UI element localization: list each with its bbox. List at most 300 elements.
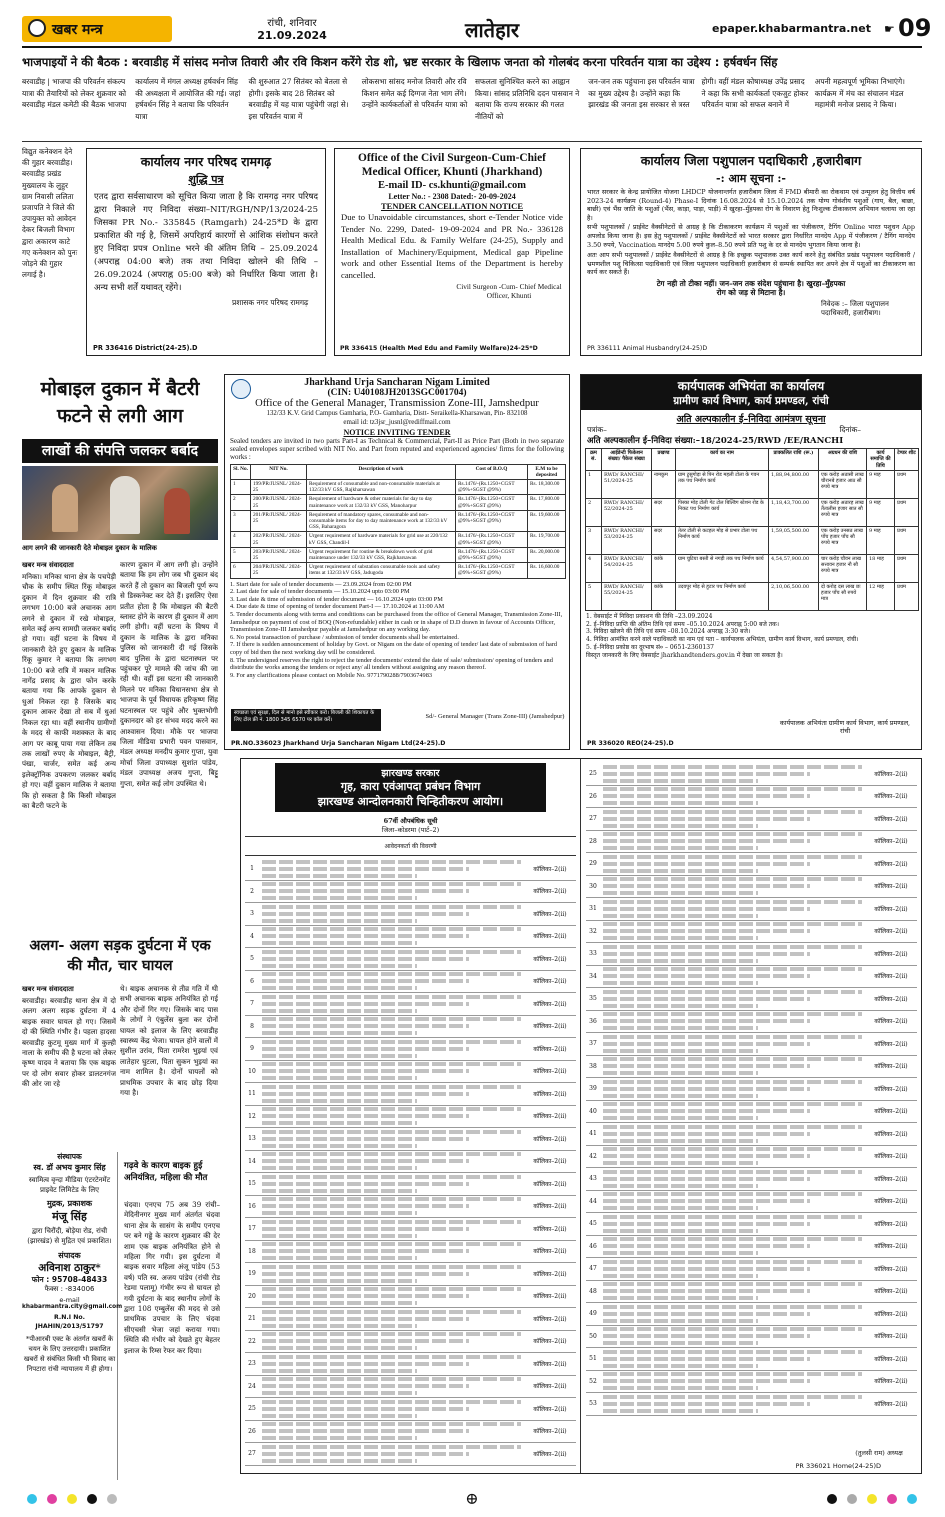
table-cell: 199/PR/JUSNL/ 2024-25 bbox=[251, 480, 307, 495]
rwd-note-line: 3. निविदा खोलने की तिथि एवं समय –08.10.2024 अपराह्न 3:30 बजे। bbox=[586, 628, 751, 636]
list-item-remark: कॉलिका–2(ii) bbox=[874, 1063, 908, 1071]
hazaribag-body-2: सभी पशुपालकों / प्राईवेट वैक्सीनेटरों से आग्रह है कि टीकाकरण कार्यक्रम में पशुओं का पंजीकरण, टैगिंग Online भारत पशुधन App अपलोड किया जाना है। इस हेतु पशुपालकों / प्राईवेट वैक्सीनेटरों को भारत सरकार द्वारा निर्धारित मानदेय App में पंजीकरण / टैगिंग मानदेय 3.50 रुपये, Vaccination मानदेय 5.00 रुपये कुल–8.50 रुपये प्रति पशु के दर से मानदेय भुगतान किया जाना है। bbox=[587, 223, 915, 249]
lead-story-columns bbox=[22, 76, 922, 138]
reg-dot-magenta-2 bbox=[887, 1494, 897, 1504]
list-item-details bbox=[259, 1059, 524, 1083]
table-cell: चार करोड़ चौवन लाख सत्तावन हजार नौ सौ रुपये मात्र bbox=[819, 554, 867, 582]
hazaribag-sign: निवेदक :– जिला पशुपालन पदाधिकारी, हजारीबाग। bbox=[821, 299, 889, 317]
table-cell: 9 माह bbox=[867, 470, 895, 498]
list-item-remark: कॉलिका–2(ii) bbox=[533, 1270, 567, 1278]
hazaribag-pr: PR 336111 Animal Husbandry(24-25)D bbox=[587, 345, 708, 352]
jusnl-cin: (CIN: U40108JH2013SGC001704) bbox=[327, 388, 467, 398]
table-cell: 18 माह bbox=[867, 554, 895, 582]
list-item-number: 32 bbox=[589, 927, 597, 935]
list-item bbox=[586, 1168, 917, 1191]
list-item-remark: कॉलिका–2(ii) bbox=[874, 928, 908, 936]
list-item-details bbox=[600, 1302, 865, 1326]
ramgarh-sign: प्रशासक नगर परिषद रामगढ़ bbox=[232, 298, 309, 307]
list-item-details bbox=[600, 807, 865, 831]
jusnl-date-line: 6. No postal transaction of purchase / submission of tender documents shall be entertained. bbox=[230, 633, 459, 641]
list-item bbox=[586, 786, 917, 809]
jusnl-slogan: स्वच्छता एवं सुरक्षा, दिल से मानो इसे स्वीकार करो। बिजली की शिकायत के लिए टोल फ्री नं. 1800 345 6570 पर कॉल करें। bbox=[234, 710, 375, 723]
table-row bbox=[586, 582, 919, 610]
list-item bbox=[586, 1033, 917, 1056]
list-item-remark: कॉलिका–2(ii) bbox=[874, 1310, 908, 1318]
table-row bbox=[231, 510, 566, 532]
list-item bbox=[586, 1393, 917, 1416]
list-item-number: 50 bbox=[589, 1332, 597, 1340]
list-item-details bbox=[259, 1419, 524, 1443]
list-item-number: 18 bbox=[248, 1247, 256, 1255]
list-item bbox=[245, 858, 576, 881]
list-item-details bbox=[600, 1167, 865, 1191]
list-item-remark: कॉलिका–2(ii) bbox=[533, 910, 567, 918]
list-item-number: 34 bbox=[589, 972, 597, 980]
list-item-details bbox=[259, 879, 524, 903]
list-item-number: 46 bbox=[589, 1242, 597, 1250]
list-item-details bbox=[259, 1194, 524, 1218]
list-item bbox=[245, 903, 576, 926]
table-cell: प्रथम bbox=[895, 470, 919, 498]
jail-sign: (तुलसी राम) अध्यक्ष bbox=[855, 1449, 903, 1457]
list-item-details bbox=[600, 784, 865, 808]
list-item-number: 26 bbox=[589, 792, 597, 800]
jusnl-date-line: 1. Start date for sale of tender documents — 23.09.2024 from 02:00 PM bbox=[230, 580, 412, 588]
list-item-remark: कॉलिका–2(ii) bbox=[874, 793, 908, 801]
list-item-number: 25 bbox=[248, 1405, 256, 1413]
table-cell: 204/PR/JUSNL/ 2024-25 bbox=[251, 563, 307, 578]
rwd-th-2: प्रखण्ड bbox=[652, 449, 676, 471]
list-item-number: 29 bbox=[589, 860, 597, 868]
masthead-bar bbox=[22, 14, 932, 48]
list-item-details bbox=[259, 1014, 524, 1038]
rwd-header-band bbox=[581, 375, 921, 410]
table-cell: 201/PR/JUSNL/ 2024-25 bbox=[251, 510, 307, 532]
list-item-number: 25 bbox=[589, 770, 597, 778]
list-item-number: 33 bbox=[589, 950, 597, 958]
list-item-remark: कॉलिका–2(ii) bbox=[533, 1450, 567, 1458]
brand-logo bbox=[22, 16, 172, 42]
list-item-remark: कॉलिका–2(ii) bbox=[874, 995, 908, 1003]
header-city-day: रांची, शनिवार bbox=[267, 18, 317, 29]
road-headline: अलग- अलग सड़क दुर्घटना में एक की मौत, चार घायल bbox=[29, 937, 211, 974]
imprint-email[interactable]: khabarmantra.city@gmail.com bbox=[22, 1304, 123, 1310]
khunti-pr: PR 336415 (Health Med Edu and Family Welfare)24-25*D bbox=[340, 345, 538, 352]
list-item-details bbox=[259, 1307, 524, 1331]
table-row bbox=[231, 532, 566, 547]
rwd-table bbox=[585, 448, 919, 611]
lead-col-1: बरवाडीह | भाजपा की परिवर्तन संकल्प यात्रा की तैयारियों को लेकर शुक्रवार को बरवाडीह मंडल कमेटी की बैठक भाजपा bbox=[22, 77, 127, 109]
list-item-remark: कॉलिका–2(ii) bbox=[874, 1400, 908, 1408]
list-item-details bbox=[259, 902, 524, 926]
hand-cursor-icon: ☛ bbox=[884, 22, 895, 36]
list-item-details bbox=[259, 924, 524, 948]
table-cell: RWD/ RANCHI/ 53/2024-25 bbox=[602, 526, 652, 554]
table-cell: तेतर टोली से कटहल मोड़ से प्रभार टोला पथ निर्माण कार्य bbox=[676, 526, 769, 554]
list-item-number: 2 bbox=[250, 887, 254, 895]
list-item-remark: कॉलिका–2(ii) bbox=[874, 883, 908, 891]
list-item bbox=[586, 1281, 917, 1304]
jusnl-date-line: 9. For any clarifications please contact on Mobile No. 9771790288/7903674983 bbox=[230, 671, 432, 679]
epaper-url[interactable]: epaper.khabarmantra.net bbox=[712, 22, 871, 35]
list-item-details bbox=[259, 857, 524, 881]
ad-khunti bbox=[334, 148, 570, 356]
list-item-remark: कॉलिका–2(ii) bbox=[874, 770, 908, 778]
hazaribag-body: भारत सरकार के केन्द्र प्रायोजित योजना LHDCP योजनान्तर्गत हजारीबाग जिला में FMD बीमारी का रोकथाम एवं उन्मूलन हेतु वित्तीय वर्ष 2023-24 कार्यक्रम (Round-4) Phase-I दिनांक 16.08.2024 से 15.10.2024 तक योग्य गोवंशीय पशुओं (गाय, बैल, बाछा, बाछी) एवं भैंस जाति के पशुओं (भैंस, काड़ा, पाड़ा, पाड़ी) में खुरहा–मुँहपका रोग के निवारण हेतु निःशुल्क टीकाकरण अभियान चलाया जा रहा है। bbox=[587, 188, 915, 222]
hazaribag-slogan: टेग नही तो टीका नहीं। जन–जन तक संदेश पहुंचाना है। खुरहा–मुँहपका रोग को जड़ से मिटाना है। bbox=[656, 278, 846, 298]
list-item-remark: कॉलिका–2(ii) bbox=[874, 973, 908, 981]
jusnl-th-desc: Description of work bbox=[307, 464, 456, 479]
list-item-number: 27 bbox=[248, 1450, 256, 1458]
list-item-number: 23 bbox=[248, 1360, 256, 1368]
table-cell: Rs.1476/-(Rs.1250+CGST @9%+SGST @9%) bbox=[456, 480, 528, 495]
list-item bbox=[586, 988, 917, 1011]
list-item-details bbox=[600, 1122, 865, 1146]
jusnl-th-em: E.M to be deposited bbox=[528, 464, 566, 479]
table-cell: 200/PR/JUSNL/ 2024-25 bbox=[251, 495, 307, 510]
jail-title-2: गृह, कारा एवंआपदा प्रबंधन विभाग bbox=[340, 780, 481, 793]
jusnl-title: Jharkhand Urja Sancharan Nigam Limited bbox=[304, 377, 490, 388]
jusnl-email: email id: tz3jsr_jusnl@rediffmail.com bbox=[343, 418, 451, 426]
list-item-remark: कॉलिका–2(ii) bbox=[874, 1198, 908, 1206]
list-item-remark: कॉलिका–2(ii) bbox=[874, 1265, 908, 1273]
list-item-remark: कॉलिका–2(ii) bbox=[533, 1338, 567, 1346]
fire-photo-caption: आग लगने की जानकारी देते मोबाइल दुकान के मालिक bbox=[22, 544, 157, 552]
imprint-box bbox=[22, 1152, 123, 1480]
list-item-details bbox=[259, 1127, 524, 1151]
list-item-details bbox=[259, 1397, 524, 1421]
khunti-sign: Civil Surgeon -Cum- Chief Medical Officer, Khunti bbox=[456, 282, 562, 300]
rwd-sign: कार्यपालक अभियंता ग्रामीण कार्य विभाग, कार्य प्रमण्डल, रांची bbox=[779, 719, 911, 735]
brand-logo-icon bbox=[28, 19, 46, 37]
list-item-number: 16 bbox=[248, 1202, 256, 1210]
table-cell: Rs.1476/-(Rs.1250+CGST @9%+SGST @9%) bbox=[456, 510, 528, 532]
list-item-remark: कॉलिका–2(ii) bbox=[533, 1428, 567, 1436]
list-item bbox=[586, 876, 917, 899]
table-row bbox=[231, 563, 566, 578]
list-item bbox=[586, 763, 917, 786]
rwd-note-line: 1. वेबसाईट में निविदा प्रकाशन की तिथि –23.09.2024 bbox=[586, 612, 713, 620]
table-cell: एक करोड़ उनसठ लाख पाँच हजार पाँच सौ रुपये मात्र bbox=[819, 526, 867, 554]
table-cell: 3 bbox=[231, 510, 251, 532]
list-item bbox=[586, 966, 917, 989]
list-item bbox=[245, 1173, 576, 1196]
brief-electricity: विद्युत कनेक्शन देने की गुहार बरवाडीह। बरवाडीह प्रखंड मुख्यालय के लुहुर ग्राम निवासी ललिता प्रजापति ने जिले की उपायुक्त को आवेदन देकर बिजली विभाग द्वारा अकारण काटे गए कनेक्शन को पुनः जोड़ने की गुहार लगाई है। bbox=[22, 147, 78, 280]
list-item-details bbox=[600, 1347, 865, 1371]
jail-title-1: झारखण्ड सरकार bbox=[381, 768, 440, 779]
table-cell: 9 माह bbox=[867, 526, 895, 554]
jusnl-intro: Sealed tenders are invited in two parts Part-I as Technical & Commercial, Part-II as Price Part (Both in two separate sealed envelopes super scribed with NIT No. and Part from reputed and experienced agencies/ firms for the following works : bbox=[230, 437, 564, 462]
table-cell: कांके bbox=[652, 554, 676, 582]
list-item-number: 20 bbox=[248, 1292, 256, 1300]
list-item-number: 26 bbox=[248, 1427, 256, 1435]
list-item-number: 1 bbox=[250, 865, 254, 873]
imprint-fax: फैक्स : -834006 bbox=[44, 1285, 95, 1293]
table-cell: कांके bbox=[652, 582, 676, 610]
khunti-title: Office of the Civil Surgeon-Cum-Chief Medical Officer, Khunti (Jharkhand) bbox=[358, 152, 546, 178]
table-row bbox=[586, 526, 919, 554]
reg-dot-black-2 bbox=[827, 1494, 837, 1504]
table-row bbox=[231, 547, 566, 562]
list-left-column bbox=[241, 759, 581, 1473]
list-item-number: 15 bbox=[248, 1180, 256, 1188]
list-item-number: 4 bbox=[250, 932, 254, 940]
table-cell: Rs. 18,300.00 bbox=[528, 480, 566, 495]
list-item bbox=[245, 1083, 576, 1106]
imprint-rni: R.N.I No. JHAHIN/2013/51797 bbox=[35, 1314, 104, 1330]
list-item-number: 40 bbox=[589, 1107, 597, 1115]
table-cell: उदयपुर मोड़ से हुटार पथ निर्माण कार्य bbox=[676, 582, 769, 610]
ad-hazaribag bbox=[580, 148, 922, 356]
list-item-number: 12 bbox=[248, 1112, 256, 1120]
list-item bbox=[586, 831, 917, 854]
rwd-note-line: 5. ई–निविदा प्रकोष्ठ का दूरभाष सं० – 0651-2360137 bbox=[586, 644, 714, 652]
table-row bbox=[231, 480, 566, 495]
list-item bbox=[245, 1241, 576, 1264]
list-item bbox=[586, 1078, 917, 1101]
list-item-number: 27 bbox=[589, 815, 597, 823]
imprint-phone: फोन : 95708-48433 bbox=[31, 1275, 108, 1284]
list-item-details bbox=[600, 1257, 865, 1281]
list-item bbox=[245, 1128, 576, 1151]
list-item-details bbox=[600, 987, 865, 1011]
table-cell: RWD/ RANCHI/ 55/2024-25 bbox=[602, 582, 652, 610]
list-item bbox=[245, 1061, 576, 1084]
list-item-details bbox=[600, 1054, 865, 1078]
list-item bbox=[586, 1123, 917, 1146]
header-date: 21.09.2024 bbox=[257, 29, 327, 42]
jusnl-notice: NOTICE INVITING TENDER bbox=[343, 428, 451, 437]
khunti-body: Due to Unavoidable circumstances, short e-Tender Notice vide Tender No. 2299, Dated- 19-09-2024 and PR No.- 336128 Health Medical Edu. & Family Welfare (24-25), Supply and Installation of Machinery/Equipment, Medical gap Pipeline work and other Essential Items of the Department is hereby cancelled. bbox=[341, 212, 563, 280]
list-item-details bbox=[259, 947, 524, 971]
rwd-th-3: कार्य का नाम bbox=[676, 449, 769, 471]
jusnl-table bbox=[230, 464, 566, 579]
rwd-patrank: पत्रांक– bbox=[587, 425, 607, 434]
list-item-remark: कॉलिका–2(ii) bbox=[533, 1158, 567, 1166]
table-cell: Requirement of mandatory spares, consumable and non-consumable items for day to day maintenance work at 132/33 kV GSS, Baharagora bbox=[307, 510, 456, 532]
rwd-th-7: टेण्डर शीट bbox=[895, 449, 919, 471]
list-item-remark: कॉलिका–2(ii) bbox=[533, 1225, 567, 1233]
list-item-number: 21 bbox=[248, 1315, 256, 1323]
mobile-col-1: मनिका। मनिका थाना क्षेत्र के पचपेड़ी चौक के समीप स्थित रिंकू मोबाइल दुकान में दिन शुक्रवार की रात्रि लगभग 10:00 बजे अचानक आग लगने से दुकान में रखे मोबाइल, समेत कई अन्य सामग्री जलकर बर्बाद हो गया। वहीं घटना के विषय में जानकारी देते हुए दुकान के मालिक रिंकू कुमार ने बताया कि लगभग 10:00 बजे रात्रि में मकान मालिक नागेंद्र प्रसाद के द्वारा फोन करके बताया गया कि आपके दुकान से धुआं निकल रहा है जिसके बाद दुकान आकर देखा तो सब में धुआं निकल रहा था। वहीं स्थानीय ग्रामीणों के मदद से काफी मशक्कत के बाद आग पर काबू पाया गया लेकिन तब तक लाखों रुपए के मोबाइल, बैट्री, पंखा, चार्जर, समेत कई अन्य इलेक्ट्रॉनिक उपकरण जलकर बर्बाद हो गए। वहीं दुकान मालिक ने बताया कि हो सकता है कि किसी मोबाइल का बैटरी फटने के bbox=[22, 572, 116, 810]
list-item-remark: कॉलिका–2(ii) bbox=[874, 1175, 908, 1183]
reg-right bbox=[822, 1489, 922, 1508]
list-item bbox=[586, 1056, 917, 1079]
list-item-remark: कॉलिका–2(ii) bbox=[874, 1040, 908, 1048]
list-item-details bbox=[600, 1009, 865, 1033]
jusnl-dates bbox=[225, 581, 569, 680]
table-cell: 4 bbox=[586, 554, 602, 582]
jail-title-3: झारखण्ड आन्दोलनकारी चिन्हितीकरण आयोग। bbox=[317, 795, 504, 808]
rwd-th-0: क्रम सं. bbox=[586, 449, 602, 471]
list-item-remark: कॉलिका–2(ii) bbox=[533, 1000, 567, 1008]
table-cell: 4 bbox=[231, 532, 251, 547]
lead-col-6: जन-जन तक पहुंचाना इस परिवर्तन यात्रा का मुख्य उद्देश्य है। उन्होंने कहा कि झारखंड की जनता इस सरकार से त्रस्त bbox=[588, 77, 695, 109]
table-row bbox=[586, 470, 919, 498]
list-item-details bbox=[259, 1172, 524, 1196]
table-cell: प्रथम bbox=[895, 526, 919, 554]
reg-left bbox=[22, 1489, 122, 1508]
table-cell: सदर bbox=[652, 526, 676, 554]
list-left-rows bbox=[241, 858, 580, 1466]
imprint-editor-title: संपादक bbox=[58, 1250, 81, 1260]
list-item-number: 9 bbox=[250, 1045, 254, 1053]
list-item-details bbox=[259, 1442, 524, 1466]
khunti-notice: TENDER CANCELLATION NOTICE bbox=[380, 201, 523, 211]
list-item-details bbox=[259, 1374, 524, 1398]
table-cell: Rs. 16,600.00 bbox=[528, 563, 566, 578]
list-item-remark: कॉलिका–2(ii) bbox=[874, 1288, 908, 1296]
list-item-details bbox=[600, 1032, 865, 1056]
list-item bbox=[245, 1106, 576, 1129]
list-item-details bbox=[600, 1369, 865, 1393]
list-item-remark: कॉलिका–2(ii) bbox=[874, 1130, 908, 1138]
list-item-details bbox=[600, 1189, 865, 1213]
list-item-details bbox=[259, 1037, 524, 1061]
list-right-column bbox=[582, 759, 921, 1473]
table-cell: 5 bbox=[231, 547, 251, 562]
imprint-disclaimer: *पीआरबी एक्ट के अंतर्गत खबरों के चयन के लिए उत्तरदायी। प्रकाशित खबरों से संबंधित किसी भी विवाद का निपटारा रांची न्यायालय में ही होगा। bbox=[23, 1335, 116, 1373]
rwd-table-header bbox=[586, 449, 919, 471]
list-item-details bbox=[600, 762, 865, 786]
rwd-note-line: विस्तृत जानकारी के लिए वेबसाईट jharkhandtenders.gov.in में देखा जा सकता है। bbox=[586, 651, 783, 659]
imprint-owner: स्वामित्व वृन्दा मीडिया एंटरटेनमेंट प्राइवेट लिमिटेड के लिए bbox=[28, 1176, 111, 1194]
list-item bbox=[245, 1331, 576, 1354]
list-item-details bbox=[600, 1392, 865, 1416]
print-registration-bar bbox=[22, 1490, 922, 1506]
jusnl-date-line: 8. The undersigned reserves the right to reject the tender documents/ extend the date of sale/ submission/ opening of tenders and distribute the works among the tenders or reject any/ all tenders without assigning any reason thereof. bbox=[230, 656, 553, 672]
list-item-remark: कॉलिका–2(ii) bbox=[533, 1180, 567, 1188]
garhwa-body: चंदवा। एनएच 75 अब 39 रांची–मेदिनीनगर मुख्य मार्ग अंतर्गत चंदवा थाना क्षेत्र के सासंग के समीप एनएच पर बने गढ्ढे के कारण शुक्रवार की देर शाम एक बाइक अनियंत्रित होने से महिला गिर गयी। इस दुर्घटना में बाइक सवार महिला अंजू पांडेय (53 वर्ष) पति स्व. अजय पांडेय (रांची रोड रेडमा पलामू) गंभीर रूप से घायल हो गयी दुर्घटना के बाद स्थानीय लोगों के द्वारा 108 एम्बुलेंस की मदद से उसे प्राथमिक उपचार के लिए चंदवा सीएचसी भेजा जहां कराया गया। स्थिति की गंभीर को देखते हुए बेहतर इलाज के रिम्स रेफर कर दिया। bbox=[124, 1200, 220, 1355]
list-item-details bbox=[259, 1352, 524, 1376]
rwd-pr: PR 336020 REO(24-25).D bbox=[587, 740, 674, 747]
list-item-remark: कॉलिका–2(ii) bbox=[874, 1108, 908, 1116]
table-cell: Rs. 20,000.00 bbox=[528, 547, 566, 562]
list-item bbox=[586, 1011, 917, 1034]
table-cell: 1,88,94,800.00 bbox=[769, 470, 819, 498]
list-item-details bbox=[259, 1104, 524, 1128]
list-item bbox=[245, 1038, 576, 1061]
table-cell: ग्राम चुटिया बस्ती से नगड़ी तक पथ निर्माण कार्य bbox=[676, 554, 769, 582]
photo-person-1 bbox=[52, 484, 78, 532]
list-item-number: 35 bbox=[589, 995, 597, 1003]
table-cell: 12 माह bbox=[867, 582, 895, 610]
list-item bbox=[586, 1236, 917, 1259]
table-cell: Requirement of hardware & other materials for day to day maintenance work at 132/33 kV GSS, Manoharpur bbox=[307, 495, 456, 510]
list-item-number: 19 bbox=[248, 1270, 256, 1278]
mobile-subhead bbox=[22, 439, 218, 463]
reg-dot-yellow-2 bbox=[867, 1494, 877, 1504]
list-item-remark: कॉलिका–2(ii) bbox=[533, 1113, 567, 1121]
road-byline: खबर मन्त्र संवाददाता bbox=[22, 985, 74, 993]
section-title: लातेहार bbox=[464, 18, 520, 42]
table-cell: 9 माह bbox=[867, 498, 895, 526]
list-item-details bbox=[600, 1212, 865, 1236]
imprint-printer: मंजू सिंह bbox=[52, 1210, 87, 1223]
list-item-remark: कॉलिका–2(ii) bbox=[874, 950, 908, 958]
table-cell: नामकुम bbox=[652, 470, 676, 498]
rwd-notice: अति अल्पकालीन ई–निविदा आमंत्रण सूचना bbox=[676, 414, 826, 425]
rwd-note-line: 2. ई–निविदा प्राप्ति की अंतिम तिथि एवं समय –05.10.2024 अपराह्न 5:00 बजे तक। bbox=[586, 620, 780, 628]
list-item-number: 5 bbox=[250, 955, 254, 963]
jail-col-head bbox=[245, 836, 576, 856]
reg-dot-cyan-2 bbox=[907, 1494, 917, 1504]
table-cell: सदर bbox=[652, 498, 676, 526]
list-item bbox=[245, 881, 576, 904]
table-cell: एक करोड़ अठासी लाख चौरानबे हजार आठ सौ रुपये मात्र bbox=[819, 470, 867, 498]
table-cell: प्रथम bbox=[895, 554, 919, 582]
table-row bbox=[586, 498, 919, 526]
list-item bbox=[586, 853, 917, 876]
list-item-details bbox=[259, 1329, 524, 1353]
list-item bbox=[586, 1326, 917, 1349]
list-item-details bbox=[259, 1262, 524, 1286]
list-item-details bbox=[259, 1239, 524, 1263]
jusnl-date-line: 4. Due date & time of opening of tender document Part-I — 17.10.2024 at 11:00 AM bbox=[230, 603, 445, 611]
list-item-number: 36 bbox=[589, 1017, 597, 1025]
table-cell: ग्राम टुसुगोड़ा से पिन रोड महली टोला के गवन तक पथ निर्माण कार्य bbox=[676, 470, 769, 498]
rwd-th-4: प्राक्कलित राशि (रू.) bbox=[769, 449, 819, 471]
list-item-details bbox=[600, 1077, 865, 1101]
list-item-number: 41 bbox=[589, 1130, 597, 1138]
list-item-number: 13 bbox=[248, 1135, 256, 1143]
jusnl-date-line: 7. If there is sudden announcement of holiday by Govt. or Nigam on the date of opening of tender/ last date of submission of hard copy of bid then the next working day will be considered. bbox=[230, 641, 558, 656]
table-cell: 5 bbox=[586, 582, 602, 610]
list-item bbox=[245, 1286, 576, 1309]
reg-dot-cyan bbox=[27, 1494, 37, 1504]
list-item-remark: कॉलिका–2(ii) bbox=[874, 1018, 908, 1026]
list-right-rows bbox=[582, 759, 921, 1416]
list-item-number: 45 bbox=[589, 1220, 597, 1228]
table-cell: Rs. 17,800.00 bbox=[528, 495, 566, 510]
list-item bbox=[586, 1101, 917, 1124]
list-item bbox=[245, 1421, 576, 1444]
table-cell: पिस्का मोड़ टोली गेट टोल बिल्डिंग स्टेशन रोड के निकट पथ निर्माण कार्य bbox=[676, 498, 769, 526]
list-item-number: 43 bbox=[589, 1175, 597, 1183]
list-item bbox=[586, 898, 917, 921]
jail-col-head-text: आवेदनकर्ता की विवरणी bbox=[384, 843, 437, 850]
list-item-number: 11 bbox=[248, 1090, 256, 1098]
list-item-details bbox=[600, 1144, 865, 1168]
list-item-remark: कॉलिका–2(ii) bbox=[533, 955, 567, 963]
reg-dot-black bbox=[87, 1494, 97, 1504]
jusnl-logo bbox=[231, 379, 251, 399]
rwd-sub: ग्रामीण कार्य विभाग, कार्य प्रमण्डल, रांची bbox=[673, 395, 829, 407]
table-cell: RWD/ RANCHI/ 51/2024-25 bbox=[602, 470, 652, 498]
jusnl-th-cost: Cost of B.O.Q bbox=[456, 464, 528, 479]
ramgarh-body: एतद द्वारा सर्वसाधारण को सूचित किया जाता है कि रामगढ़ नगर परिषद द्वारा निकाले गए निविदा संख्या–NIT/RGH/NP/13/2024-25 जिसका PR No.- 335845 (Ramgarh) 24-25*D के द्वारा प्रकाशित की गई है, जिसमें अपरिहार्य कारणों से आंशिक संशोधन करते हुए निविदा प्रपत्र Online भरने की अंतिम तिथि – 25.09.2024 (अपराह्न 04:00 बजे) तक तथा निविदा खोलने की तिथि – 26.09.2024 (अपराह्न 05:00 बजे) को निर्धारित किया जाता है। अन्य सभी शर्तें यथावत् रहेंगे। bbox=[94, 192, 318, 293]
list-item bbox=[586, 1303, 917, 1326]
list-item-remark: कॉलिका–2(ii) bbox=[874, 1085, 908, 1093]
jusnl-sign: Sd/- General Manager (Trans Zone-III) (Jamshedpur) bbox=[425, 713, 565, 720]
list-item-remark: कॉलिका–2(ii) bbox=[533, 1023, 567, 1031]
table-cell: 6 bbox=[231, 563, 251, 578]
page-number: 09 bbox=[898, 14, 932, 42]
list-item bbox=[245, 1443, 576, 1466]
hazaribag-sub: -: आम सूचना :- bbox=[716, 172, 786, 185]
list-item-details bbox=[259, 1217, 524, 1241]
jail-pr: PR 336021 Home(24-25)D bbox=[795, 1462, 881, 1470]
list-item-details bbox=[600, 964, 865, 988]
table-cell: 1,59,05,500.00 bbox=[769, 526, 819, 554]
list-item-number: 30 bbox=[589, 882, 597, 890]
list-item-details bbox=[600, 874, 865, 898]
list-item bbox=[586, 1146, 917, 1169]
lead-headline: भाजपाइयों ने की बैठक : बरवाडीह में सांसद मनोज तिवारी और रवि किशन करेंगे रोड शो, भ्रष्ट सरकार के खिलाफ जनता को गोलबंद करना परिवर्तन यात्रा का उद्देश्य : हर्षवर्धन सिंह bbox=[22, 55, 778, 69]
list-item bbox=[586, 1213, 917, 1236]
list-item-details bbox=[259, 969, 524, 993]
header-date-block bbox=[237, 15, 347, 42]
